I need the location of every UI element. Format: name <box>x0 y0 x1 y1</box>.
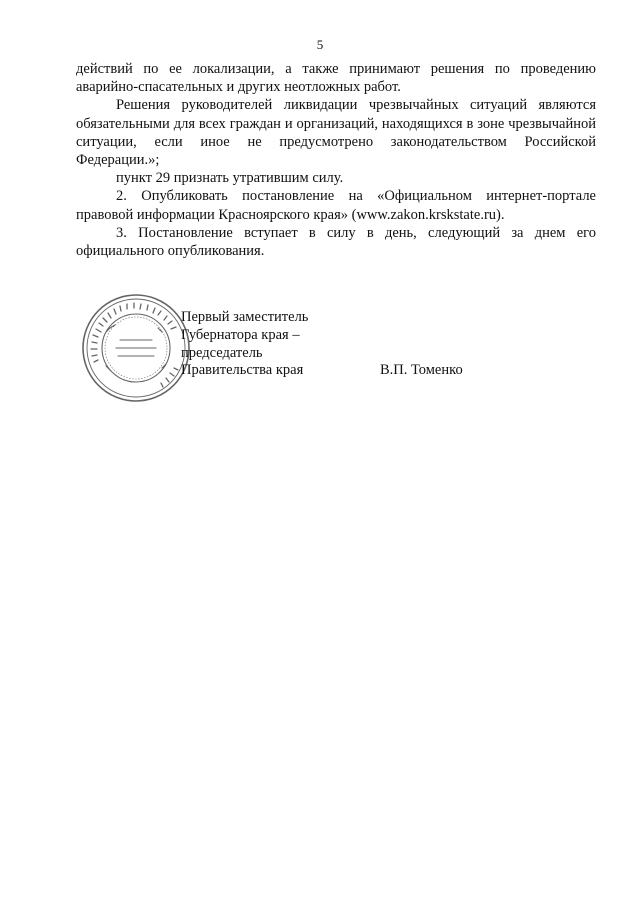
official-seal-stamp <box>80 292 192 404</box>
document-body <box>76 60 596 260</box>
paragraph-publish: 2. Опубликовать постановление на «Официальном интернет-портале правовой информации Красноярского края» (www.zakon.krskstate.ru). <box>76 188 596 223</box>
signatory-title <box>181 309 308 380</box>
paragraph-point-29: пункт 29 признать утратившим силу. <box>116 170 344 187</box>
signatory-title-line: председатель <box>181 344 263 361</box>
paragraph-effective-date: 3. Постановление вступает в силу в день, следующий за днем его официального опубликования. <box>76 224 596 260</box>
page-number: 5 <box>316 37 324 52</box>
paragraph-decisions: Решения руководителей ликвидации чрезвычайных ситуаций являются обязательными для всех граждан и организаций, находящихся в зоне чрезвычайной ситуации, если иное не предусмотрено законодательством Российской Федерации.»; <box>76 97 596 169</box>
signatory-title-line: Правительства края <box>181 362 304 379</box>
signatory-name: В.П. Томенко <box>380 362 463 378</box>
paragraph-continuation: действий по ее локализации, а также принимают решения по проведению аварийно-спасательных и других неотложных работ. <box>76 61 596 96</box>
signatory-title-line: Первый заместитель <box>181 309 309 325</box>
signatory-title-line: Губернатора края – <box>181 326 300 343</box>
